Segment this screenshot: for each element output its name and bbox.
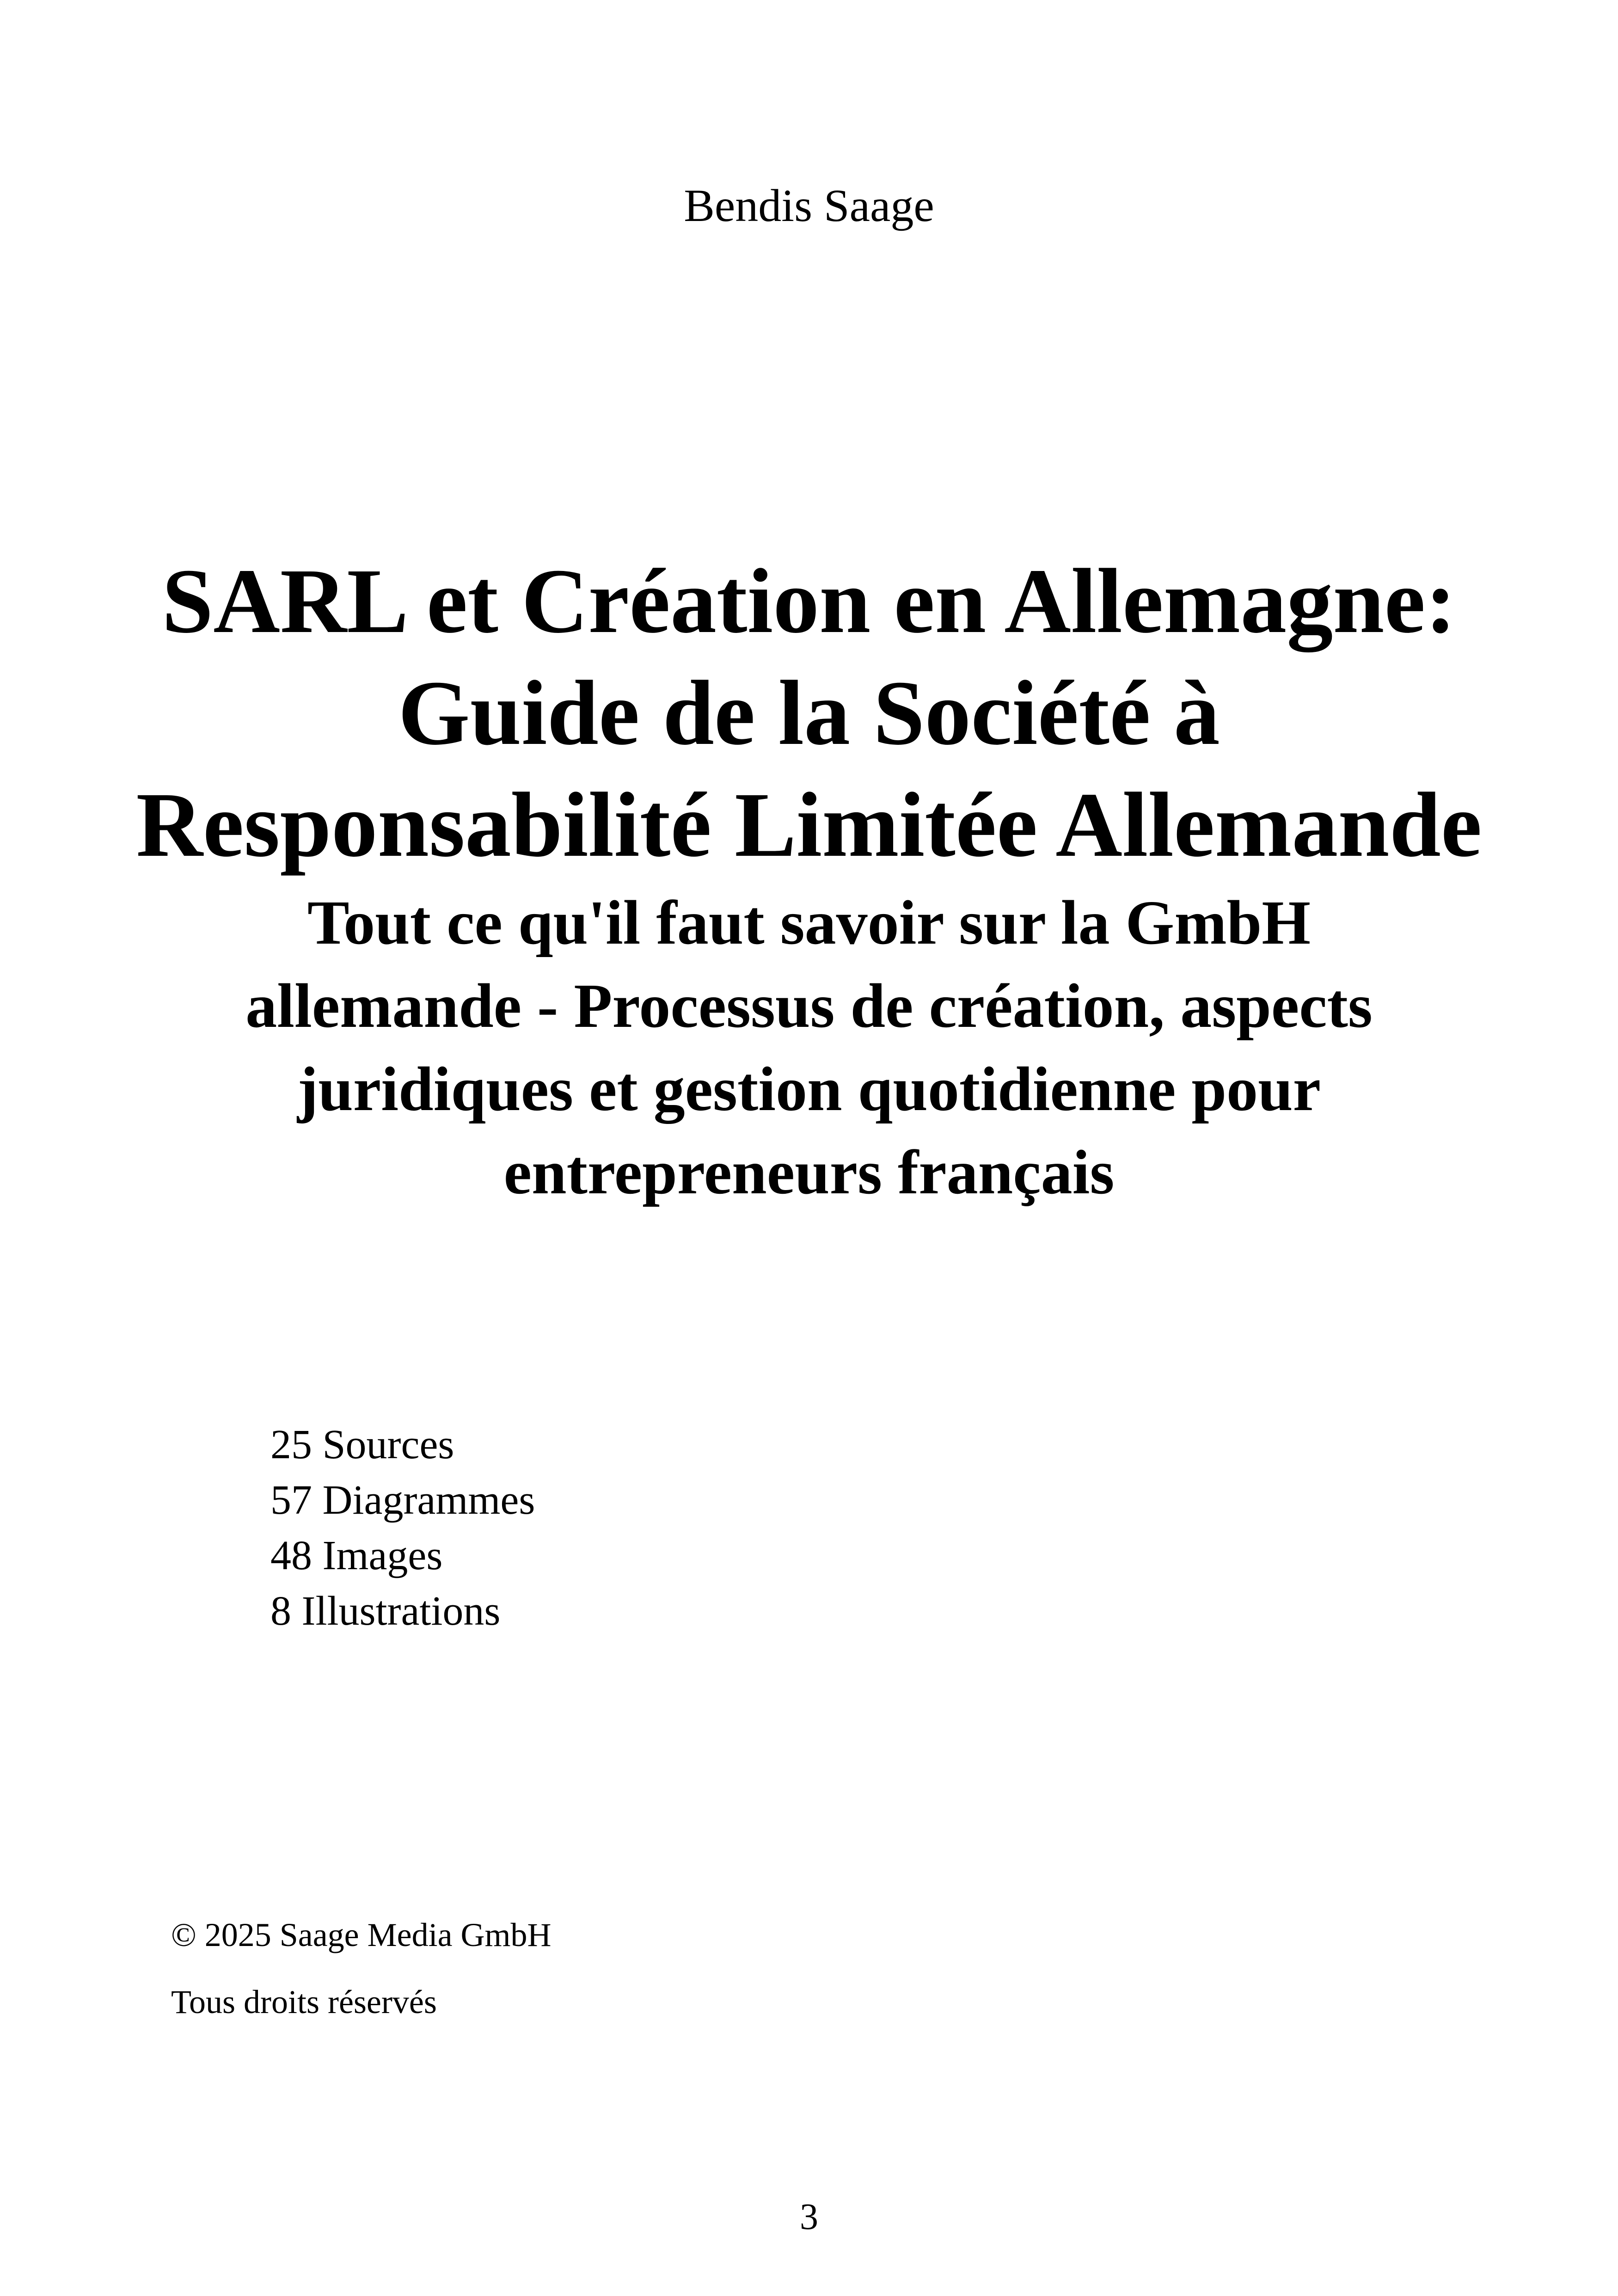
book-subtitle-line-1: Tout ce qu'il faut savoir sur la GmbH (307, 888, 1311, 958)
page-number: 3 (800, 2197, 818, 2237)
copyright-notice: © 2025 Saage Media GmbH (171, 1916, 552, 1953)
book-subtitle-line-2: allemande - Processus de création, aspects (245, 971, 1373, 1041)
book-title-line-3: Responsabilité Limitée Allemande (136, 774, 1482, 876)
rights-notice: Tous droits réservés (171, 1983, 437, 2020)
stat-images: 48 Images (270, 1533, 443, 1578)
content-stats-list (270, 1417, 535, 1639)
stat-illustrations: 8 Illustrations (270, 1588, 501, 1634)
title-block (92, 546, 1526, 1214)
book-title-line-2: Guide de la Société à (398, 662, 1220, 764)
book-title-line-1: SARL et Création en Allemagne: (162, 550, 1456, 652)
stat-diagrams: 57 Diagrammes (270, 1477, 535, 1523)
book-subtitle-line-3: juridiques et gestion quotidienne pour (297, 1055, 1321, 1124)
stat-sources: 25 Sources (270, 1422, 454, 1467)
book-subtitle-line-4: entrepreneurs français (503, 1138, 1115, 1207)
author-name: Bendis Saage (684, 180, 934, 231)
